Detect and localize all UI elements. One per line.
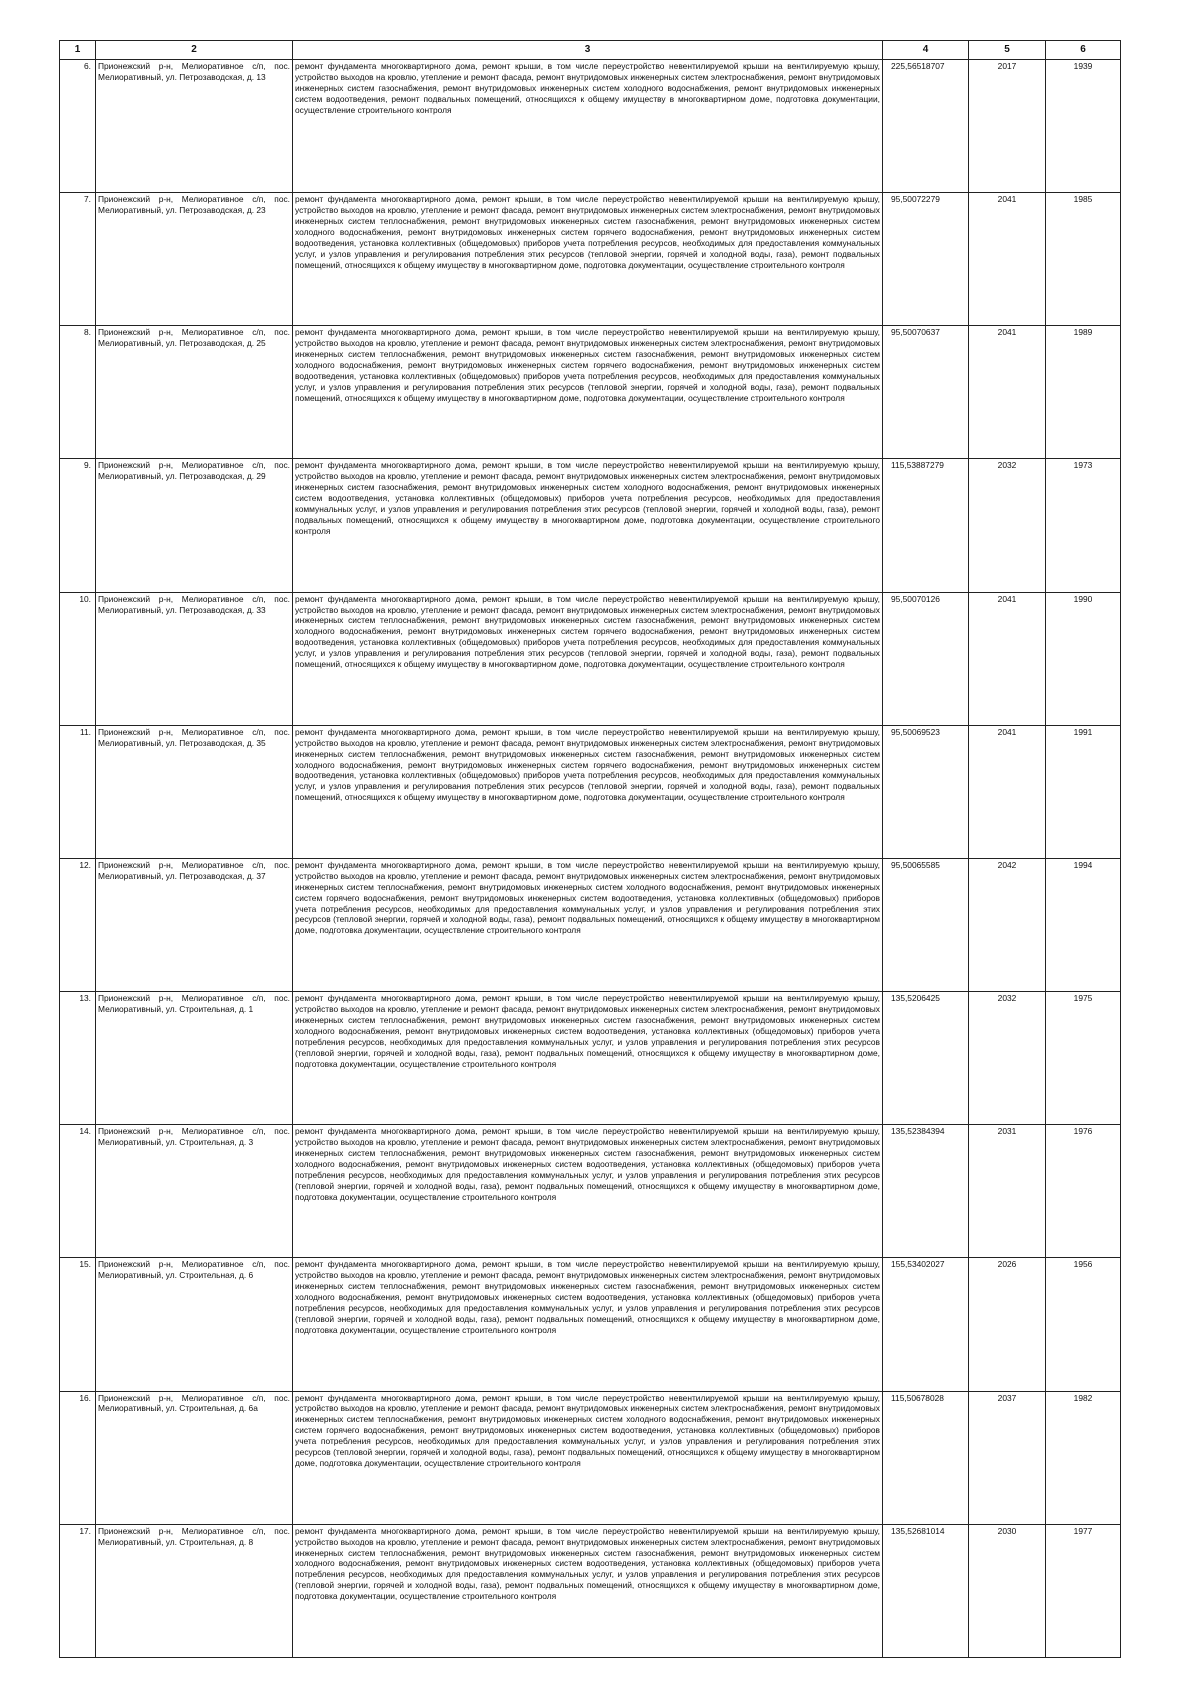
cost-cell: 95,50070637 — [883, 326, 969, 459]
works-cell: ремонт фундамента многоквартирного дома, ремонт крыши, в том числе переустройство невентилируемой крыши на вентилируемую крышу, устройство выходов на кровлю, утепление и ремонт фасада, ремонт внутридомовых инженерных систем электроснабжения, ремонт внутридомовых инженерных систем газоснабжения, ремонт внутридомовых инженерных систем холодного водоснабжения, ремонт внутридомовых инженерных систем водоотведения, установка коллективных (общедомовых) приборов учета потребления ресурсов, необходимых для предоставления коммунальных услуг, и узлов управления и регулирования потребления этих ресурсов (тепловой энергии, горячей и холодной воды, газа), ремонт подвальных помещений, относящихся к общему имуществу в многоквартирном доме, подготовка документации, осуществление строительного контроля — [293, 459, 883, 592]
build-year-cell: 1989 — [1046, 326, 1121, 459]
build-year-cell: 1973 — [1046, 459, 1121, 592]
row-number: 10. — [60, 592, 96, 725]
cost-cell: 225,56518707 — [883, 60, 969, 193]
header-col-1: 1 — [60, 41, 96, 60]
repair-year-cell: 2042 — [969, 858, 1046, 991]
cost-cell: 95,50065585 — [883, 858, 969, 991]
address-cell: Прионежский р-н, Мелиоративное с/п, пос. Мелиоративный, ул. Строительная, д. 8 — [96, 1524, 293, 1657]
build-year-cell: 1956 — [1046, 1258, 1121, 1391]
header-col-4: 4 — [883, 41, 969, 60]
table-row — [60, 592, 1121, 725]
address-cell: Прионежский р-н, Мелиоративное с/п, пос. Мелиоративный, ул. Петрозаводская, д. 37 — [96, 858, 293, 991]
table-row — [60, 858, 1121, 991]
table-row — [60, 193, 1121, 326]
header-col-3: 3 — [293, 41, 883, 60]
row-number: 13. — [60, 992, 96, 1125]
works-cell: ремонт фундамента многоквартирного дома, ремонт крыши, в том числе переустройство невентилируемой крыши на вентилируемую крышу, устройство выходов на кровлю, утепление и ремонт фасада, ремонт внутридомовых инженерных систем электроснабжения, ремонт внутридомовых инженерных систем теплоснабжения, ремонт внутридомовых инженерных систем газоснабжения, ремонт внутридомовых инженерных систем холодного водоснабжения, ремонт внутридомовых инженерных систем водоотведения, установка коллективных (общедомовых) приборов учета потребления ресурсов, необходимых для предоставления коммунальных услуг, и узлов управления и регулирования потребления этих ресурсов (тепловой энергии, горячей и холодной воды, газа), ремонт подвальных помещений, относящихся к общему имуществу в многоквартирном доме, подготовка документации, осуществление строительного контроля — [293, 1125, 883, 1258]
build-year-cell: 1985 — [1046, 193, 1121, 326]
cost-cell: 95,50072279 — [883, 193, 969, 326]
build-year-cell: 1990 — [1046, 592, 1121, 725]
repair-year-cell: 2032 — [969, 459, 1046, 592]
address-cell: Прионежский р-н, Мелиоративное с/п, пос. Мелиоративный, ул. Петрозаводская, д. 29 — [96, 459, 293, 592]
build-year-cell: 1977 — [1046, 1524, 1121, 1657]
row-number: 14. — [60, 1125, 96, 1258]
table-row — [60, 1524, 1121, 1657]
cost-cell: 115,53887279 — [883, 459, 969, 592]
table-row — [60, 992, 1121, 1125]
works-cell: ремонт фундамента многоквартирного дома, ремонт крыши, в том числе переустройство невентилируемой крыши на вентилируемую крышу, устройство выходов на кровлю, утепление и ремонт фасада, ремонт внутридомовых инженерных систем электроснабжения, ремонт внутридомовых инженерных систем газоснабжения, ремонт внутридомовых инженерных систем холодного водоснабжения, ремонт внутридомовых инженерных систем водоотведения, ремонт подвальных помещений, относящихся к общему имуществу в многоквартирном доме, подготовка документации, осуществление строительного контроля — [293, 60, 883, 193]
repair-year-cell: 2017 — [969, 60, 1046, 193]
address-cell: Прионежский р-н, Мелиоративное с/п, пос. Мелиоративный, ул. Строительная, д. 1 — [96, 992, 293, 1125]
header-col-6: 6 — [1046, 41, 1121, 60]
cost-cell: 135,5206425 — [883, 992, 969, 1125]
header-col-2: 2 — [96, 41, 293, 60]
cost-cell: 135,52681014 — [883, 1524, 969, 1657]
cost-cell: 95,50070126 — [883, 592, 969, 725]
repair-year-cell: 2041 — [969, 725, 1046, 858]
works-cell: ремонт фундамента многоквартирного дома, ремонт крыши, в том числе переустройство невентилируемой крыши на вентилируемую крышу, устройство выходов на кровлю, утепление и ремонт фасада, ремонт внутридомовых инженерных систем электроснабжения, ремонт внутридомовых инженерных систем теплоснабжения, ремонт внутридомовых инженерных систем газоснабжения, ремонт внутридомовых инженерных систем холодного водоснабжения, ремонт внутридомовых инженерных систем горячего водоснабжения, ремонт внутридомовых инженерных систем водоотведения, установка коллективных (общедомовых) приборов учета потребления ресурсов, необходимых для предоставления коммунальных услуг, и узлов управления и регулирования потребления этих ресурсов (тепловой энергии, горячей и холодной воды, газа), ремонт подвальных помещений, относящихся к общему имуществу в многоквартирном доме, подготовка документации, осуществление строительного контроля — [293, 725, 883, 858]
cost-cell: 95,50069523 — [883, 725, 969, 858]
works-cell: ремонт фундамента многоквартирного дома, ремонт крыши, в том числе переустройство невентилируемой крыши на вентилируемую крышу, устройство выходов на кровлю, утепление и ремонт фасада, ремонт внутридомовых инженерных систем электроснабжения, ремонт внутридомовых инженерных систем теплоснабжения, ремонт внутридомовых инженерных систем холодного водоснабжения, ремонт внутридомовых инженерных систем горячего водоснабжения, ремонт внутридомовых инженерных систем водоотведения, установка коллективных (общедомовых) приборов учета потребления ресурсов, необходимых для предоставления коммунальных услуг, и узлов управления и регулирования потребления этих ресурсов (тепловой энергии, горячей и холодной воды, газа), ремонт подвальных помещений, относящихся к общему имуществу в многоквартирном доме, подготовка документации, осуществление строительного контроля — [293, 1391, 883, 1524]
row-number: 17. — [60, 1524, 96, 1657]
row-number: 6. — [60, 60, 96, 193]
works-cell: ремонт фундамента многоквартирного дома, ремонт крыши, в том числе переустройство невентилируемой крыши на вентилируемую крышу, устройство выходов на кровлю, утепление и ремонт фасада, ремонт внутридомовых инженерных систем электроснабжения, ремонт внутридомовых инженерных систем теплоснабжения, ремонт внутридомовых инженерных систем газоснабжения, ремонт внутридомовых инженерных систем холодного водоснабжения, ремонт внутридомовых инженерных систем водоотведения, установка коллективных (общедомовых) приборов учета потребления ресурсов, необходимых для предоставления коммунальных услуг, и узлов управления и регулирования потребления этих ресурсов (тепловой энергии, горячей и холодной воды, газа), ремонт подвальных помещений, относящихся к общему имуществу в многоквартирном доме, подготовка документации, осуществление строительного контроля — [293, 992, 883, 1125]
row-number: 12. — [60, 858, 96, 991]
build-year-cell: 1939 — [1046, 60, 1121, 193]
repair-year-cell: 2030 — [969, 1524, 1046, 1657]
build-year-cell: 1976 — [1046, 1125, 1121, 1258]
address-cell: Прионежский р-н, Мелиоративное с/п, пос. Мелиоративный, ул. Петрозаводская, д. 25 — [96, 326, 293, 459]
build-year-cell: 1991 — [1046, 725, 1121, 858]
row-number: 11. — [60, 725, 96, 858]
address-cell: Прионежский р-н, Мелиоративное с/п, пос. Мелиоративный, ул. Строительная, д. 6 — [96, 1258, 293, 1391]
address-cell: Прионежский р-н, Мелиоративное с/п, пос. Мелиоративный, ул. Строительная, д. 3 — [96, 1125, 293, 1258]
works-cell: ремонт фундамента многоквартирного дома, ремонт крыши, в том числе переустройство невентилируемой крыши на вентилируемую крышу, устройство выходов на кровлю, утепление и ремонт фасада, ремонт внутридомовых инженерных систем электроснабжения, ремонт внутридомовых инженерных систем теплоснабжения, ремонт внутридомовых инженерных систем газоснабжения, ремонт внутридомовых инженерных систем холодного водоснабжения, ремонт внутридомовых инженерных систем горячего водоснабжения, ремонт внутридомовых инженерных систем водоотведения, установка коллективных (общедомовых) приборов учета потребления ресурсов, необходимых для предоставления коммунальных услуг, и узлов управления и регулирования потребления этих ресурсов (тепловой энергии, горячей и холодной воды, газа), ремонт подвальных помещений, относящихся к общему имуществу в многоквартирном доме, подготовка документации, осуществление строительного контроля — [293, 326, 883, 459]
works-cell: ремонт фундамента многоквартирного дома, ремонт крыши, в том числе переустройство невентилируемой крыши на вентилируемую крышу, устройство выходов на кровлю, утепление и ремонт фасада, ремонт внутридомовых инженерных систем электроснабжения, ремонт внутридомовых инженерных систем теплоснабжения, ремонт внутридомовых инженерных систем холодного водоснабжения, ремонт внутридомовых инженерных систем горячего водоснабжения, ремонт внутридомовых инженерных систем водоотведения, установка коллективных (общедомовых) приборов учета потребления ресурсов, необходимых для предоставления коммунальных услуг, и узлов управления и регулирования потребления этих ресурсов (тепловой энергии, горячей и холодной воды, газа), ремонт подвальных помещений, относящихся к общему имуществу в многоквартирном доме, подготовка документации, осуществление строительного контроля — [293, 858, 883, 991]
address-cell: Прионежский р-н, Мелиоративное с/п, пос. Мелиоративный, ул. Петрозаводская, д. 23 — [96, 193, 293, 326]
table-row — [60, 459, 1121, 592]
table-row — [60, 1125, 1121, 1258]
header-col-5: 5 — [969, 41, 1046, 60]
repair-year-cell: 2041 — [969, 592, 1046, 725]
row-number: 16. — [60, 1391, 96, 1524]
row-number: 8. — [60, 326, 96, 459]
cost-cell: 155,53402027 — [883, 1258, 969, 1391]
table-row — [60, 326, 1121, 459]
build-year-cell: 1975 — [1046, 992, 1121, 1125]
header-row — [60, 41, 1121, 60]
repair-year-cell: 2031 — [969, 1125, 1046, 1258]
address-cell: Прионежский р-н, Мелиоративное с/п, пос. Мелиоративный, ул. Петрозаводская, д. 35 — [96, 725, 293, 858]
table-row — [60, 1391, 1121, 1524]
build-year-cell: 1982 — [1046, 1391, 1121, 1524]
repair-year-cell: 2037 — [969, 1391, 1046, 1524]
repair-year-cell: 2026 — [969, 1258, 1046, 1391]
works-cell: ремонт фундамента многоквартирного дома, ремонт крыши, в том числе переустройство невентилируемой крыши на вентилируемую крышу, устройство выходов на кровлю, утепление и ремонт фасада, ремонт внутридомовых инженерных систем электроснабжения, ремонт внутридомовых инженерных систем теплоснабжения, ремонт внутридомовых инженерных систем газоснабжения, ремонт внутридомовых инженерных систем холодного водоснабжения, ремонт внутридомовых инженерных систем водоотведения, установка коллективных (общедомовых) приборов учета потребления ресурсов, необходимых для предоставления коммунальных услуг, и узлов управления и регулирования потребления этих ресурсов (тепловой энергии, горячей и холодной воды, газа), ремонт подвальных помещений, относящихся к общему имуществу в многоквартирном доме, подготовка документации, осуществление строительного контроля — [293, 1524, 883, 1657]
address-cell: Прионежский р-н, Мелиоративное с/п, пос. Мелиоративный, ул. Петрозаводская, д. 33 — [96, 592, 293, 725]
repair-year-cell: 2041 — [969, 326, 1046, 459]
repair-year-cell: 2041 — [969, 193, 1046, 326]
cost-cell: 135,52384394 — [883, 1125, 969, 1258]
works-cell: ремонт фундамента многоквартирного дома, ремонт крыши, в том числе переустройство невентилируемой крыши на вентилируемую крышу, устройство выходов на кровлю, утепление и ремонт фасада, ремонт внутридомовых инженерных систем электроснабжения, ремонт внутридомовых инженерных систем теплоснабжения, ремонт внутридомовых инженерных систем газоснабжения, ремонт внутридомовых инженерных систем холодного водоснабжения, ремонт внутридомовых инженерных систем горячего водоснабжения, ремонт внутридомовых инженерных систем водоотведения, установка коллективных (общедомовых) приборов учета потребления ресурсов, необходимых для предоставления коммунальных услуг, и узлов управления и регулирования потребления этих ресурсов (тепловой энергии, горячей и холодной воды, газа), ремонт подвальных помещений, относящихся к общему имуществу в многоквартирном доме, подготовка документации, осуществление строительного контроля — [293, 193, 883, 326]
address-cell: Прионежский р-н, Мелиоративное с/п, пос. Мелиоративный, ул. Петрозаводская, д. 13 — [96, 60, 293, 193]
cost-cell: 115,50678028 — [883, 1391, 969, 1524]
row-number: 7. — [60, 193, 96, 326]
capital-repair-table — [59, 40, 1121, 1658]
works-cell: ремонт фундамента многоквартирного дома, ремонт крыши, в том числе переустройство невентилируемой крыши на вентилируемую крышу, устройство выходов на кровлю, утепление и ремонт фасада, ремонт внутридомовых инженерных систем электроснабжения, ремонт внутридомовых инженерных систем теплоснабжения, ремонт внутридомовых инженерных систем газоснабжения, ремонт внутридомовых инженерных систем холодного водоснабжения, ремонт внутридомовых инженерных систем горячего водоснабжения, ремонт внутридомовых инженерных систем водоотведения, установка коллективных (общедомовых) приборов учета потребления ресурсов, необходимых для предоставления коммунальных услуг, и узлов управления и регулирования потребления этих ресурсов (тепловой энергии, горячей и холодной воды, газа), ремонт подвальных помещений, относящихся к общему имуществу в многоквартирном доме, подготовка документации, осуществление строительного контроля — [293, 592, 883, 725]
table-row — [60, 725, 1121, 858]
repair-year-cell: 2032 — [969, 992, 1046, 1125]
row-number: 15. — [60, 1258, 96, 1391]
build-year-cell: 1994 — [1046, 858, 1121, 991]
table-row — [60, 1258, 1121, 1391]
works-cell: ремонт фундамента многоквартирного дома, ремонт крыши, в том числе переустройство невентилируемой крыши на вентилируемую крышу, устройство выходов на кровлю, утепление и ремонт фасада, ремонт внутридомовых инженерных систем электроснабжения, ремонт внутридомовых инженерных систем теплоснабжения, ремонт внутридомовых инженерных систем газоснабжения, ремонт внутридомовых инженерных систем холодного водоснабжения, ремонт внутридомовых инженерных систем водоотведения, установка коллективных (общедомовых) приборов учета потребления ресурсов, необходимых для предоставления коммунальных услуг, и узлов управления и регулирования потребления этих ресурсов (тепловой энергии, горячей и холодной воды, газа), ремонт подвальных помещений, относящихся к общему имуществу в многоквартирном доме, подготовка документации, осуществление строительного контроля — [293, 1258, 883, 1391]
row-number: 9. — [60, 459, 96, 592]
table-row — [60, 60, 1121, 193]
address-cell: Прионежский р-н, Мелиоративное с/п, пос. Мелиоративный, ул. Строительная, д. 6а — [96, 1391, 293, 1524]
